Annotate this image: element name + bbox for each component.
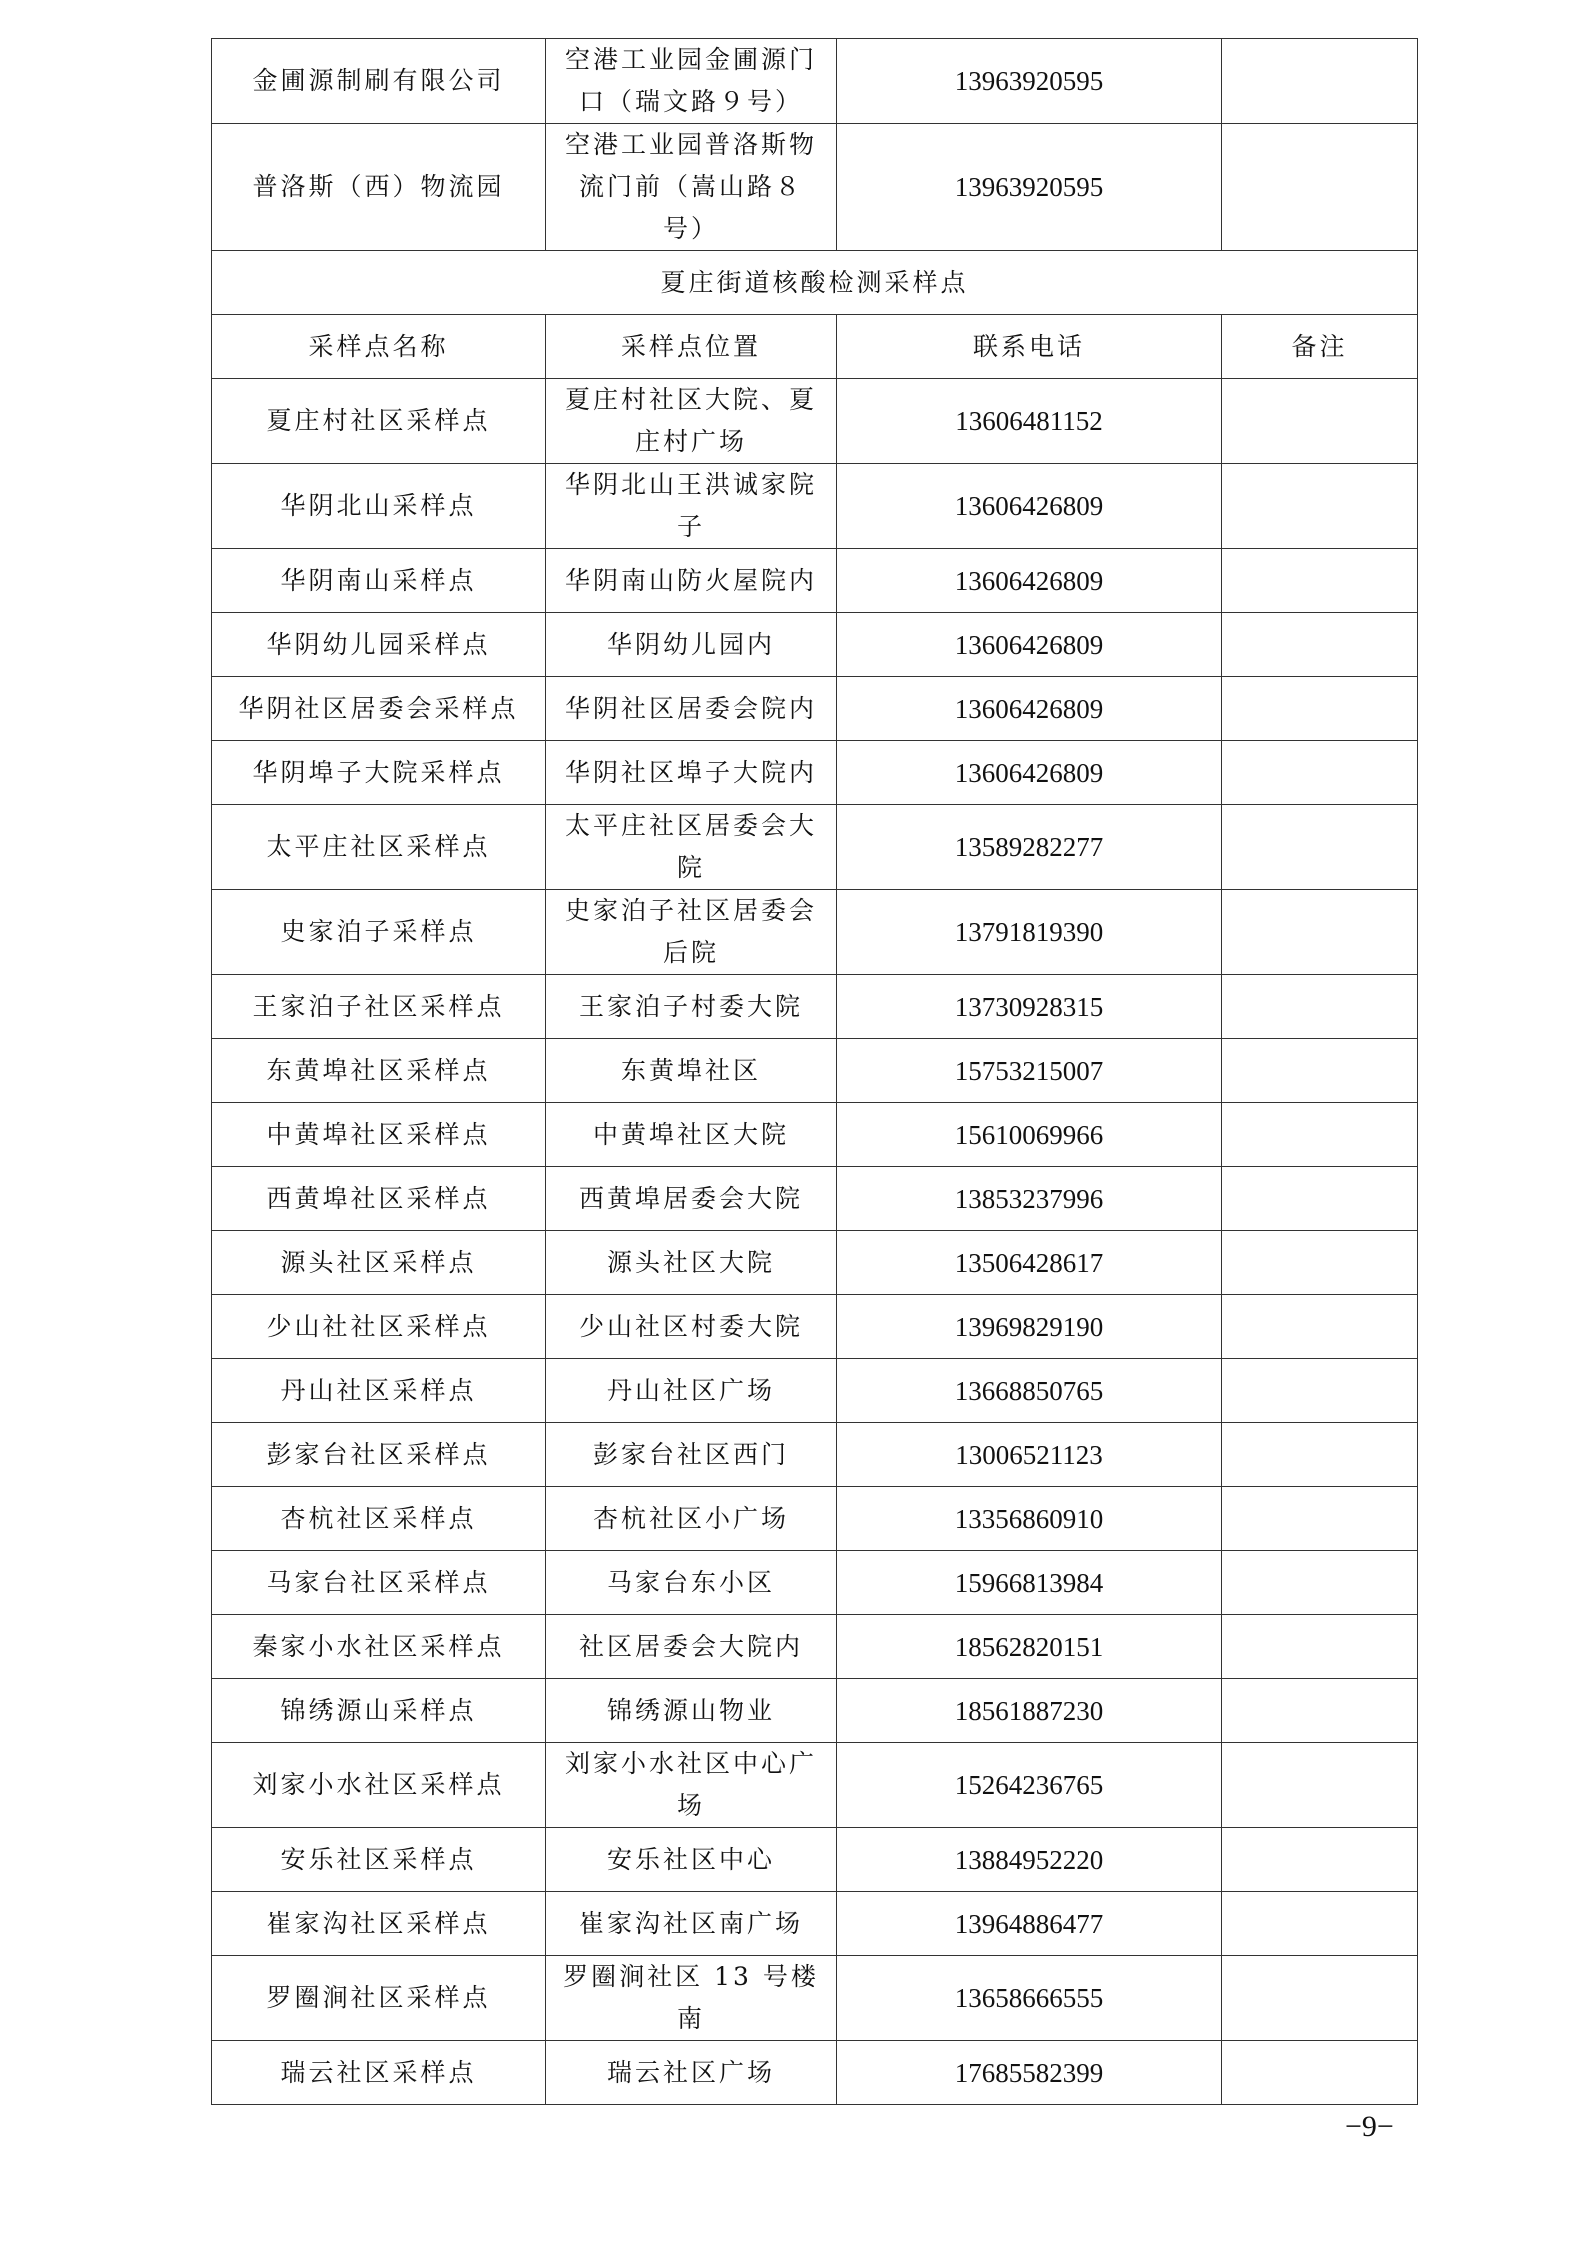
- site-phone-cell: 13356860910: [837, 1487, 1222, 1551]
- table-row: [212, 1231, 1418, 1295]
- table-row: [212, 1295, 1418, 1359]
- site-note-cell: [1222, 39, 1418, 124]
- site-note-cell: [1222, 613, 1418, 677]
- site-name-cell: 王家泊子社区采样点: [212, 975, 546, 1039]
- table-row: [212, 805, 1418, 890]
- site-phone-cell: 13006521123: [837, 1423, 1222, 1487]
- header-location: 采样点位置: [546, 315, 837, 379]
- site-phone-cell: 13853237996: [837, 1167, 1222, 1231]
- site-location-cell: 彭家台社区西门: [546, 1423, 837, 1487]
- site-name-cell: 杏杭社区采样点: [212, 1487, 546, 1551]
- table-row: [212, 677, 1418, 741]
- section-title: 夏庄街道核酸检测采样点: [212, 251, 1418, 315]
- site-location-cell: 源头社区大院: [546, 1231, 837, 1295]
- table-row: [212, 1103, 1418, 1167]
- site-name-cell: 华阴南山采样点: [212, 549, 546, 613]
- site-phone-cell: 13963920595: [837, 39, 1222, 124]
- site-note-cell: [1222, 1892, 1418, 1956]
- site-name-cell: 东黄埠社区采样点: [212, 1039, 546, 1103]
- site-name-cell: 彭家台社区采样点: [212, 1423, 546, 1487]
- site-phone-cell: 18561887230: [837, 1679, 1222, 1743]
- site-location-cell: 东黄埠社区: [546, 1039, 837, 1103]
- site-location-cell: 瑞云社区广场: [546, 2041, 837, 2105]
- site-name-cell: 太平庄社区采样点: [212, 805, 546, 890]
- site-name-cell: 史家泊子采样点: [212, 890, 546, 975]
- site-name-cell: 华阴北山采样点: [212, 464, 546, 549]
- site-note-cell: [1222, 1423, 1418, 1487]
- site-name-cell: 瑞云社区采样点: [212, 2041, 546, 2105]
- site-note-cell: [1222, 890, 1418, 975]
- table-row: [212, 1487, 1418, 1551]
- site-location-cell: 锦绣源山物业: [546, 1679, 837, 1743]
- site-name-cell: 刘家小水社区采样点: [212, 1743, 546, 1828]
- sampling-points-table: [211, 38, 1418, 2105]
- site-name-cell: 少山社社区采样点: [212, 1295, 546, 1359]
- site-location-cell: 夏庄村社区大院、夏庄村广场: [546, 379, 837, 464]
- site-note-cell: [1222, 549, 1418, 613]
- site-phone-cell: 17685582399: [837, 2041, 1222, 2105]
- site-name-cell: 金圃源制刷有限公司: [212, 39, 546, 124]
- site-name-cell: 中黄埠社区采样点: [212, 1103, 546, 1167]
- site-location-cell: 安乐社区中心: [546, 1828, 837, 1892]
- site-phone-cell: 18562820151: [837, 1615, 1222, 1679]
- site-location-cell: 罗圈涧社区 13 号楼南: [546, 1956, 837, 2041]
- table-row: [212, 1956, 1418, 2041]
- site-phone-cell: 13668850765: [837, 1359, 1222, 1423]
- site-name-cell: 夏庄村社区采样点: [212, 379, 546, 464]
- site-note-cell: [1222, 464, 1418, 549]
- site-note-cell: [1222, 124, 1418, 251]
- site-phone-cell: 13606426809: [837, 549, 1222, 613]
- site-phone-cell: 13969829190: [837, 1295, 1222, 1359]
- site-phone-cell: 13963920595: [837, 124, 1222, 251]
- site-location-cell: 西黄埠居委会大院: [546, 1167, 837, 1231]
- site-note-cell: [1222, 1295, 1418, 1359]
- site-location-cell: 少山社区村委大院: [546, 1295, 837, 1359]
- site-location-cell: 空港工业园普洛斯物流门前（嵩山路８号）: [546, 124, 837, 251]
- site-name-cell: 罗圈涧社区采样点: [212, 1956, 546, 2041]
- table-row: [212, 1679, 1418, 1743]
- site-phone-cell: 15753215007: [837, 1039, 1222, 1103]
- site-phone-cell: 15966813984: [837, 1551, 1222, 1615]
- site-note-cell: [1222, 741, 1418, 805]
- site-location-cell: 崔家沟社区南广场: [546, 1892, 837, 1956]
- site-phone-cell: 13589282277: [837, 805, 1222, 890]
- table-row: [212, 549, 1418, 613]
- table-row: [212, 2041, 1418, 2105]
- site-phone-cell: 13506428617: [837, 1231, 1222, 1295]
- site-name-cell: 崔家沟社区采样点: [212, 1892, 546, 1956]
- header-name: 采样点名称: [212, 315, 546, 379]
- site-name-cell: 西黄埠社区采样点: [212, 1167, 546, 1231]
- site-note-cell: [1222, 379, 1418, 464]
- table-row: [212, 613, 1418, 677]
- site-phone-cell: 13606481152: [837, 379, 1222, 464]
- site-location-cell: 杏杭社区小广场: [546, 1487, 837, 1551]
- site-location-cell: 华阴幼儿园内: [546, 613, 837, 677]
- site-note-cell: [1222, 677, 1418, 741]
- site-note-cell: [1222, 1487, 1418, 1551]
- site-note-cell: [1222, 1359, 1418, 1423]
- site-location-cell: 社区居委会大院内: [546, 1615, 837, 1679]
- table-row: [212, 1743, 1418, 1828]
- header-row: [212, 315, 1418, 379]
- site-name-cell: 锦绣源山采样点: [212, 1679, 546, 1743]
- site-phone-cell: 13606426809: [837, 741, 1222, 805]
- site-phone-cell: 13606426809: [837, 464, 1222, 549]
- site-name-cell: 源头社区采样点: [212, 1231, 546, 1295]
- site-name-cell: 丹山社区采样点: [212, 1359, 546, 1423]
- table-row: [212, 379, 1418, 464]
- site-note-cell: [1222, 2041, 1418, 2105]
- site-location-cell: 华阴南山防火屋院内: [546, 549, 837, 613]
- header-note: 备注: [1222, 315, 1418, 379]
- site-location-cell: 华阴北山王洪诚家院子: [546, 464, 837, 549]
- site-note-cell: [1222, 1039, 1418, 1103]
- site-location-cell: 空港工业园金圃源门口（瑞文路９号）: [546, 39, 837, 124]
- site-location-cell: 马家台东小区: [546, 1551, 837, 1615]
- site-location-cell: 丹山社区广场: [546, 1359, 837, 1423]
- table-row: [212, 1359, 1418, 1423]
- site-location-cell: 刘家小水社区中心广场: [546, 1743, 837, 1828]
- site-note-cell: [1222, 1231, 1418, 1295]
- site-location-cell: 史家泊子社区居委会后院: [546, 890, 837, 975]
- site-phone-cell: 15610069966: [837, 1103, 1222, 1167]
- site-note-cell: [1222, 1956, 1418, 2041]
- page-number: −9−: [1345, 2110, 1394, 2143]
- site-name-cell: 华阴社区居委会采样点: [212, 677, 546, 741]
- site-note-cell: [1222, 975, 1418, 1039]
- site-phone-cell: 13606426809: [837, 613, 1222, 677]
- site-phone-cell: 13964886477: [837, 1892, 1222, 1956]
- site-phone-cell: 13791819390: [837, 890, 1222, 975]
- table-row: [212, 1828, 1418, 1892]
- site-name-cell: 安乐社区采样点: [212, 1828, 546, 1892]
- table-row: [212, 39, 1418, 124]
- site-phone-cell: 13884952220: [837, 1828, 1222, 1892]
- table-row: [212, 1423, 1418, 1487]
- site-phone-cell: 13606426809: [837, 677, 1222, 741]
- table-row: [212, 1551, 1418, 1615]
- site-name-cell: 华阴幼儿园采样点: [212, 613, 546, 677]
- site-location-cell: 华阴社区埠子大院内: [546, 741, 837, 805]
- section-title-row: [212, 251, 1418, 315]
- site-name-cell: 秦家小水社区采样点: [212, 1615, 546, 1679]
- header-phone: 联系电话: [837, 315, 1222, 379]
- table-row: [212, 1892, 1418, 1956]
- site-phone-cell: 13658666555: [837, 1956, 1222, 2041]
- site-note-cell: [1222, 1743, 1418, 1828]
- site-location-cell: 太平庄社区居委会大院: [546, 805, 837, 890]
- table-row: [212, 1039, 1418, 1103]
- site-note-cell: [1222, 1679, 1418, 1743]
- site-note-cell: [1222, 1551, 1418, 1615]
- table-row: [212, 124, 1418, 251]
- site-name-cell: 华阴埠子大院采样点: [212, 741, 546, 805]
- table-row: [212, 975, 1418, 1039]
- site-name-cell: 马家台社区采样点: [212, 1551, 546, 1615]
- table-row: [212, 890, 1418, 975]
- site-note-cell: [1222, 1828, 1418, 1892]
- site-note-cell: [1222, 1615, 1418, 1679]
- site-location-cell: 中黄埠社区大院: [546, 1103, 837, 1167]
- site-note-cell: [1222, 805, 1418, 890]
- site-phone-cell: 15264236765: [837, 1743, 1222, 1828]
- site-location-cell: 华阴社区居委会院内: [546, 677, 837, 741]
- site-name-cell: 普洛斯（西）物流园: [212, 124, 546, 251]
- table-row: [212, 464, 1418, 549]
- site-note-cell: [1222, 1103, 1418, 1167]
- site-note-cell: [1222, 1167, 1418, 1231]
- site-phone-cell: 13730928315: [837, 975, 1222, 1039]
- table-row: [212, 741, 1418, 805]
- table-row: [212, 1615, 1418, 1679]
- table-row: [212, 1167, 1418, 1231]
- site-location-cell: 王家泊子村委大院: [546, 975, 837, 1039]
